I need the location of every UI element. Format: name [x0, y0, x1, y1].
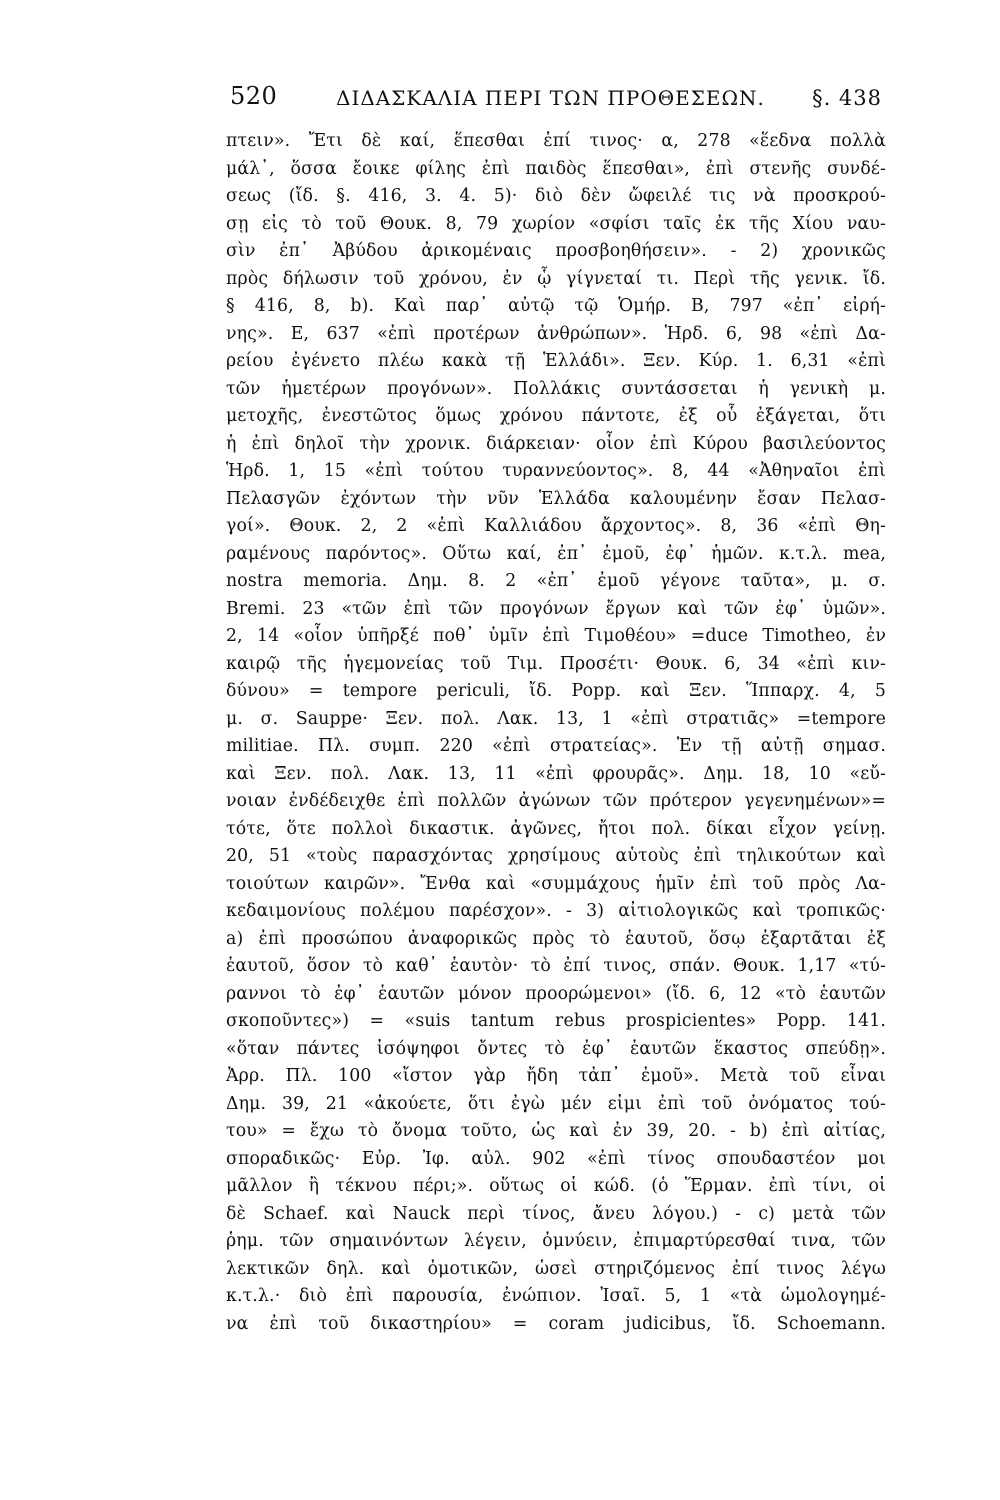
text-line: μ. σ. Sauppe· Ξεν. πολ. Λακ. 13, 1 «ἐπὶ στρατιᾶς» =tempore — [226, 708, 886, 729]
text-line: ραμένους παρόντος». Οὕτω καί, ἐπ᾽ ἐμοῦ, ἐφ᾽ ἡμῶν. κ.τ.λ. mea, — [226, 543, 886, 564]
text-line: κεδαιμονίους πολέμου παρέσχον». - 3) αἰτιολογικῶς καὶ τροπικῶς· — [226, 901, 886, 921]
text-line: μᾶλλον ἢ τέκνου πέρι;». οὕτως οἱ κώδ. (ὁ Ἕρμαν. ἐπὶ τίνι, οἱ — [226, 1176, 886, 1196]
running-title: ΔΙΔΑΣΚΑΛΙΑ ΠΕΡΙ ΤΩΝ ΠΡΟΘΕΣΕΩΝ. — [336, 86, 765, 110]
page-header — [230, 82, 890, 122]
text-line: nostra memoria. Δημ. 8. 2 «ἐπ᾽ ἐμοῦ γέγονε ταῦτα», μ. σ. — [226, 571, 886, 591]
text-line: ῥημ. τῶν σημαινόντων λέγειν, ὀμνύειν, ἐπιμαρτύρεσθαί τινα, τῶν — [226, 1231, 886, 1251]
text-line: του» = ἔχω τὸ ὄνομα τοῦτο, ὡς καὶ ἐν 39, 20. - b) ἐπὶ αἰτίας, — [226, 1121, 886, 1141]
text-line: σποραδικῶς· Εὐρ. Ἰφ. αὐλ. 902 «ἐπὶ τίνος σπουδαστέον μοι — [226, 1148, 886, 1169]
text-line: Ἀρρ. Πλ. 100 «ἴστον γὰρ ἤδη τἀπ᾽ ἐμοῦ». Μετὰ τοῦ εἶναι — [226, 1066, 886, 1086]
text-line: καὶ Ξεν. πολ. Λακ. 13, 11 «ἐπὶ φρουρᾶς». Δημ. 18, 10 «εὔ- — [226, 763, 886, 784]
text-line: πτειν». Ἔτι δὲ καί, ἕπεσθαι ἐπί τινος· α, 278 «ἕεδνα πολλὰ — [226, 131, 886, 151]
text-line: Δημ. 39, 21 «ἀκούετε, ὅτι ἐγὼ μέν εἰμι ἐπὶ τοῦ ὀνόματος τού- — [226, 1093, 886, 1114]
text-line: τῶν ἡμετέρων προγόνων». Πολλάκις συντάσσεται ἡ γενικὴ μ. — [226, 378, 886, 399]
text-line: ἡ ἐπὶ δηλοῖ τὴν χρονικ. διάρκειαν· οἷον ἐπὶ Κύρου βασιλεύοντος — [226, 433, 886, 454]
text-line: καιρῷ τῆς ἡγεμονείας τοῦ Τιμ. Προσέτι· Θουκ. 6, 34 «ἐπὶ κιν- — [226, 653, 886, 674]
text-line: κ.τ.λ.· διὸ ἐπὶ παρουσία, ἐνώπιον. Ἰσαῖ. 5, 1 «τὰ ὡμολογημέ- — [226, 1286, 886, 1306]
text-line: λεκτικῶν δηλ. καὶ ὀμοτικῶν, ὡσεὶ στηριζόμενος ἐπί τινος λέγω — [226, 1258, 886, 1279]
text-line: § 416, 8, b). Καὶ παρ᾽ αὐτῷ τῷ Ὁμήρ. Β, 797 «ἐπ᾽ εἰρή- — [226, 296, 886, 316]
text-line: νοιαν ἐνδέδειχθε ἐπὶ πολλῶν ἀγώνων τῶν πρότερον γεγενημένων»= — [226, 791, 886, 811]
text-line: σκοποῦντες») = «suis tantum rebus prospicientes» Popp. 141. — [226, 1011, 886, 1031]
text-line: ραννοι τὸ ἐφ᾽ ἑαυτῶν μόνον προορώμενοι» (ἴδ. 6, 12 «τὸ ἑαυτῶν — [226, 983, 886, 1004]
text-line: γοί». Θουκ. 2, 2 «ἐπὶ Καλλιάδου ἄρχοντος». 8, 36 «ἐπὶ Θη- — [226, 516, 886, 536]
text-line: 2, 14 «οἷον ὑπῆρξέ ποθ᾽ ὑμῖν ἐπὶ Τιμοθέου» =duce Timotheo, ἐν — [226, 626, 886, 646]
text-line: Ἡρδ. 1, 15 «ἐπὶ τούτου τυραννεύοντος». 8, 44 «Ἀθηναῖοι ἐπὶ — [226, 461, 886, 481]
text-line: τότε, ὅτε πολλοὶ δικαστικ. ἀγῶνες, ἤτοι πολ. δίκαι εἶχον γείνῃ. — [226, 818, 886, 839]
section-reference: §. 438 — [812, 86, 882, 110]
text-line: Πελασγῶν ἐχόντων τὴν νῦν Ἑλλάδα καλουμένην ἔσαν Πελασ- — [226, 488, 886, 509]
text-line: μετοχῆς, ἐνεστῶτος ὅμως χρόνου πάντοτε, ἐξ οὗ ἐξάγεται, ὅτι — [226, 406, 886, 426]
text-line: a) ἐπὶ προσώπου ἀναφορικῶς πρὸς τὸ ἑαυτοῦ, ὅσῳ ἐξαρτᾶται ἐξ — [226, 928, 886, 949]
text-line: σὶν ἐπ᾽ Ἀβύδου ἀρικομέναις προσβοηθήσειν». - 2) χρονικῶς — [226, 241, 886, 261]
text-line: μάλ᾽, ὅσσα ἔοικε φίλης ἐπὶ παιδὸς ἕπεσθαι», ἐπὶ στενῆς συνδέ- — [226, 158, 886, 179]
text-line: ἑαυτοῦ, ὅσον τὸ καθ᾽ ἑαυτὸν· τὸ ἐπί τινος, σπάν. Θουκ. 1,17 «τύ- — [226, 956, 886, 976]
text-line: Bremi. 23 «τῶν ἐπὶ τῶν προγόνων ἔργων καὶ τῶν ἐφ᾽ ὑμῶν». — [226, 598, 886, 619]
text-line: σῃ εἰς τὸ τοῦ Θουκ. 8, 79 χωρίον «σφίσι ταῖς ἐκ τῆς Χίου ναυ- — [226, 213, 886, 234]
text-line: militiae. Πλ. συμπ. 220 «ἐπὶ στρατείας». Ἐν τῇ αὐτῇ σημασ. — [226, 736, 886, 756]
text-line: «ὅταν πάντες ἰσόψηφοι ὄντες τὸ ἐφ᾽ ἑαυτῶν ἕκαστος σπεύδῃ». — [226, 1038, 886, 1059]
text-line: 20, 51 «τοὺς παρασχόντας χρησίμους αὑτοὺς ἐπὶ τηλικούτων καὶ — [226, 846, 886, 866]
text-line: δὲ Schaef. καὶ Nauck περὶ τίνος, ἄνευ λόγου.) - c) μετὰ τῶν — [226, 1203, 886, 1224]
text-line: πρὸς δήλωσιν τοῦ χρόνου, ἐν ᾧ γίγνεταί τι. Περὶ τῆς γενικ. ἴδ. — [226, 268, 886, 289]
text-line: δύνου» = tempore periculi, ἴδ. Popp. καὶ Ξεν. Ἵππαρχ. 4, 5 — [226, 681, 886, 701]
text-line: νης». Ε, 637 «ἐπὶ προτέρων ἀνθρώπων». Ἡρδ. 6, 98 «ἐπὶ Δα- — [226, 323, 886, 344]
page-number: 520 — [230, 82, 278, 110]
body-text — [226, 128, 886, 1448]
text-line: σεως (ἴδ. §. 416, 3. 4. 5)· διὸ δὲν ὤφειλέ τις νὰ προσκρού- — [226, 186, 886, 206]
text-line: ρείου ἐγένετο πλέω κακὰ τῇ Ἑλλάδι». Ξεν. Κύρ. 1. 6,31 «ἐπὶ — [226, 351, 886, 371]
text-line: να ἐπὶ τοῦ δικαστηρίου» = coram judicibus, ἴδ. Schoemann. — [226, 1313, 886, 1334]
text-line: τοιούτων καιρῶν». Ἔνθα καὶ «συμμάχους ἡμῖν ἐπὶ τοῦ πρὸς Λα- — [226, 873, 886, 894]
